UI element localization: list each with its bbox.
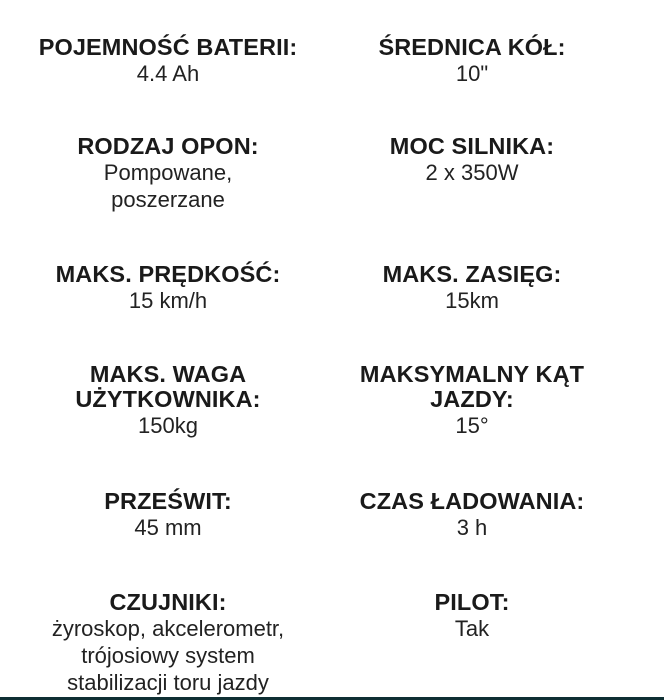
spec-value: 3 h — [456, 515, 488, 540]
spec-remote — [308, 590, 636, 642]
spec-max-speed — [0, 262, 336, 314]
spec-label: CZAS ŁADOWANIA: — [359, 488, 585, 514]
spec-label: RODZAJ OPON: — [77, 133, 259, 159]
spec-value: żyroskop, akcelerometr, trójosiowy system stabilizacji toru jazdy — [51, 616, 285, 695]
spec-value: 15 km/h — [128, 288, 208, 313]
spec-value: 45 mm — [134, 515, 202, 540]
spec-value: 10" — [455, 61, 489, 86]
spec-sensors — [0, 590, 336, 696]
spec-ground-clearance — [0, 489, 336, 541]
spec-wheel-diameter — [308, 35, 636, 87]
spec-tire-type — [0, 134, 336, 213]
spec-max-ride-angle — [308, 362, 636, 439]
spec-label: MAKSYMALNY KĄT JAZDY: — [359, 361, 585, 412]
spec-value: Tak — [454, 616, 490, 641]
spec-value: 15° — [455, 413, 489, 438]
spec-label: MAKS. WAGA UŻYTKOWNIKA: — [75, 361, 261, 412]
spec-label: ŚREDNICA KÓŁ: — [378, 34, 566, 60]
spec-battery-capacity — [0, 35, 336, 87]
spec-max-user-weight — [0, 362, 336, 439]
spec-value: Pompowane, poszerzane — [103, 160, 233, 212]
spec-label: POJEMNOŚĆ BATERII: — [38, 34, 298, 60]
spec-value: 4.4 Ah — [136, 61, 200, 86]
spec-label: CZUJNIKI: — [109, 589, 227, 615]
spec-charging-time — [308, 489, 636, 541]
spec-motor-power — [308, 134, 636, 186]
spec-label: MOC SILNIKA: — [389, 133, 555, 159]
spec-label: MAKS. ZASIĘG: — [382, 261, 562, 287]
spec-label: PILOT: — [434, 589, 510, 615]
spec-value: 15km — [445, 288, 499, 313]
spec-value: 2 x 350W — [425, 160, 519, 185]
spec-value: 150kg — [138, 413, 198, 438]
spec-label: PRZEŚWIT: — [104, 488, 232, 514]
spec-label: MAKS. PRĘDKOŚĆ: — [55, 261, 281, 287]
spec-max-range — [308, 262, 636, 314]
